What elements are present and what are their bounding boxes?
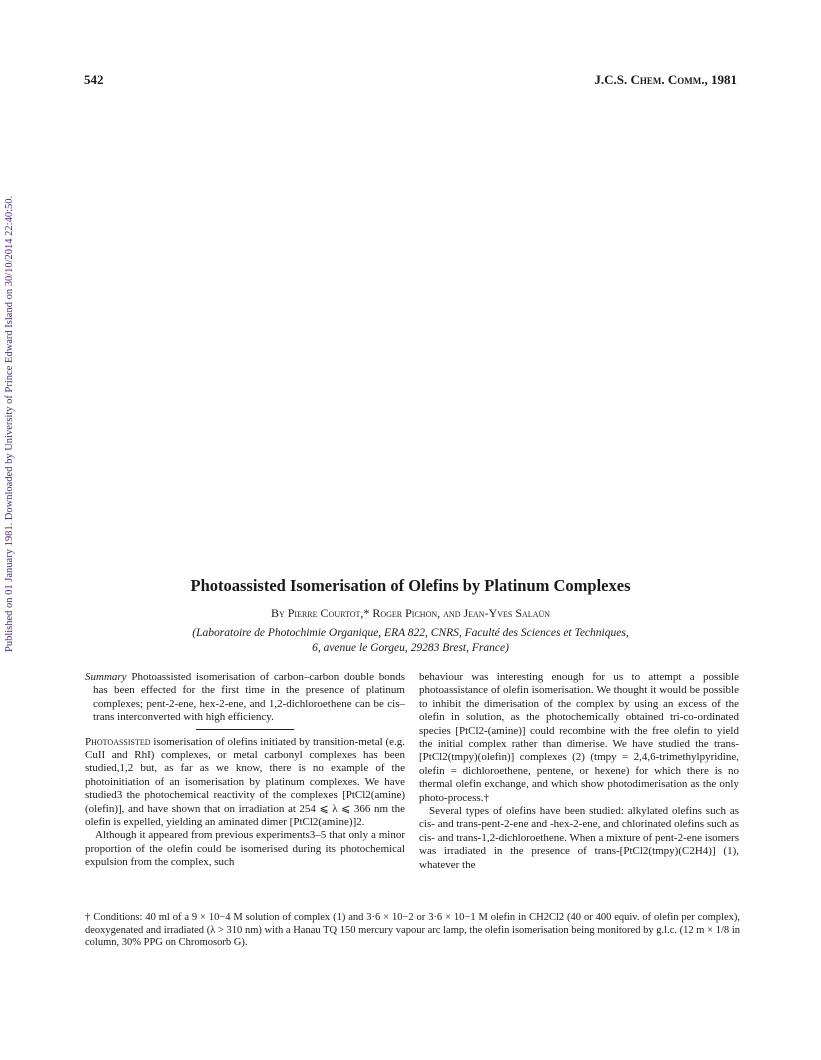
body-paragraph-1-text: isomerisation of olefins initiated by transition-metal (e.g. CuII and RhI) complexes, or metal carbonyl complexes has been studied,1,2 but, as far as we know, there is no example of the photoinitiation of an isomerisation by platinum complexes. We have studied3 the photochemical reactivity of the complexes [PtCl2(amine)(olefin)], and have shown that on irradiation at 254 ⩽ λ ⩽ 366 nm the olefin is expelled, yielding an aminated dimer [PtCl2(amine)]2. [85,735,406,829]
footnote: † Conditions: 40 ml of a 9 × 10−4 M solution of complex (1) and 3·6 × 10−2 or 3·6 × 10−1 M olefin in CH2Cl2 (40 or 400 equiv. of olefin per complex), deoxygenated and irradiated (λ > 310 nm) with a Hanau TQ 150 mercury vapour arc lamp, the olefin isomerisation being monitored by g.l.c. (12 m × 1/8 in column, 30% PPG on Chromosorb G). [85,912,740,948]
body-paragraph-2: Although it appeared from previous experiments3–5 that only a minor proportion of the olefin could be isomerised during its photochemical expulsion from the complex, such [85,829,405,869]
download-watermark: Published on 01 January 1981. Downloaded by University of Prince Edward Island on 30/10/2014 22:40:50. [4,195,15,652]
summary-divider [196,729,294,730]
article-affiliation [0,626,821,656]
running-head: J.C.S. Chem. Comm., 1981 [594,72,737,87]
article-authors: By Pierre Courtot,* Roger Pichon, and Jean-Yves Salaün [270,606,551,620]
right-column [419,671,739,872]
summary-label: Summary [85,671,127,683]
body-paragraph-3: behaviour was interesting enough for us to attempt a possible photoassistance of olefin isomerisation. We thought it would be possible to inhibit the dimerisation of the complex by using an excess of the olefin in solution, as the photochemically obtained tri-co-ordinated species [PtCl2-(amine)] could recombine with the free olefin to yield the initial complex rather than dimerise. We have studied the trans-[PtCl2(tmpy)(olefin)] complexes (2) (tmpy = 2,4,6-trimethylpyridine, olefin = dichloroethene, pentene, or hexene) for which there is no thermal olefin exchange, and which show photodimerisation as the only photo-process.† [419,671,739,804]
summary-text: Photoassisted isomerisation of carbon–carbon double bonds has been effected for the first time in the presence of platinum complexes; pent-2-ene, hex-2-ene, and 1,2-dichloroethene can be cis–trans interconverted with high efficiency. [93,671,406,724]
summary-paragraph [85,671,405,725]
body-paragraph-1 [85,736,405,830]
affiliation-line-1: (Laboratoire de Photochimie Organique, ERA 822, CNRS, Faculté des Sciences et Techniques, [192,627,629,639]
left-column [85,671,405,870]
affiliation-line-2: 6, avenue le Gorgeu, 29283 Brest, France) [312,642,509,654]
page-number: 542 [84,72,104,87]
lead-word: Photoassisted [85,735,151,748]
body-paragraph-4: Several types of olefins have been studied: alkylated olefins such as cis- and trans-pent-2-ene and -hex-2-ene, and chlorinated olefins such as cis- and trans-1,2-dichloroethene. When a mixture of pent-2-ene isomers was irradiated in the presence of trans-[PtCl2(tmpy)(C2H4)] (1), whatever the [419,805,739,871]
article-title: Photoassisted Isomerisation of Olefins by Platinum Complexes [190,576,631,595]
